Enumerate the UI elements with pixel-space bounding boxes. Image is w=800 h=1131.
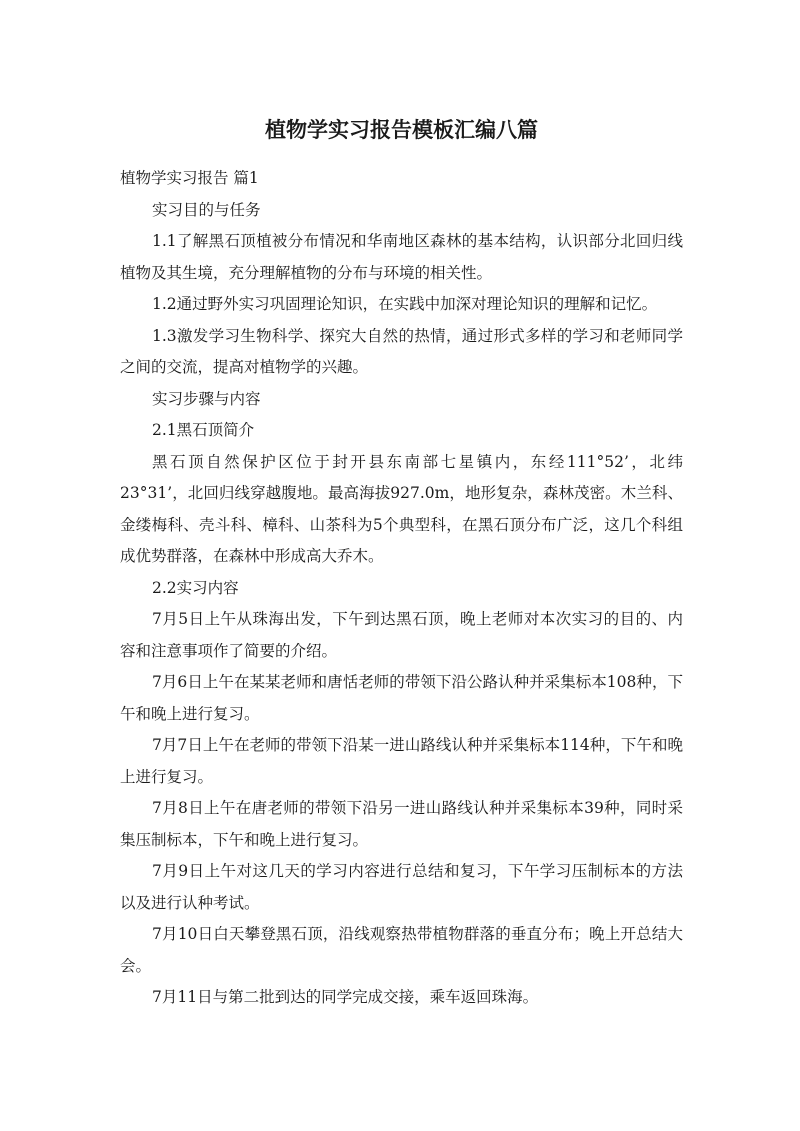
section-heading: 植物学实习报告 篇1 — [120, 169, 259, 188]
paragraph: 7月11日与第二批到达的同学完成交接，乘车返回珠海。 — [152, 988, 539, 1007]
subsection-heading: 实习步骤与内容 — [152, 389, 261, 408]
paragraph: 7月7日上午在老师的带领下沿某一进山路线认种并采集标本114种，下午和晚上进行复习。 — [120, 736, 683, 786]
paragraph: 7月10日白天攀登黑石顶，沿线观察热带植物群落的垂直分布；晚上开总结大会。 — [120, 925, 683, 975]
paragraph: 7月8日上午在唐老师的带领下沿另一进山路线认种并采集标本39种，同时采集压制标本，下午和晚上进行复习。 — [120, 799, 683, 849]
subsection-heading: 2.1黑石顶简介 — [152, 421, 255, 440]
document-body — [120, 163, 683, 1014]
paragraph: 1.3激发学习生物科学、探究大自然的热情，通过形式多样的学习和老师同学之间的交流，提高对植物学的兴趣。 — [120, 326, 683, 377]
paragraph: 7月6日上午在某某老师和唐恬老师的带领下沿公路认种并采集标本108种，下午和晚上进行复习。 — [120, 673, 683, 723]
paragraph: 7月5日上午从珠海出发，下午到达黑石顶，晚上老师对本次实习的目的、内容和注意事项作了简要的介绍。 — [120, 610, 683, 660]
paragraph: 黑石顶自然保护区位于封开县东南部七星镇内，东经111°52’，北纬23°31’，北回归线穿越腹地。最高海拔927.0m，地形复杂，森林茂密。木兰科、金缕梅科、壳斗科、樟科、山茶科为5个典型科，在黑石顶分布广泛，这几个科组成优势群落，在森林中形成高大乔木。 — [120, 452, 683, 566]
paragraph: 7月9日上午对这几天的学习内容进行总结和复习，下午学习压制标本的方法以及进行认种考试。 — [120, 862, 683, 912]
paragraph: 1.2通过野外实习巩固理论知识，在实践中加深对理论知识的理解和记忆。 — [152, 295, 658, 314]
document-title: 植物学实习报告模板汇编八篇 — [265, 118, 538, 142]
subsection-heading: 实习目的与任务 — [152, 200, 261, 219]
subsection-heading: 2.2实习内容 — [152, 578, 239, 597]
paragraph: 1.1了解黑石顶植被分布情况和华南地区森林的基本结构，认识部分北回归线植物及其生境，充分理解植物的分布与环境的相关性。 — [120, 232, 683, 282]
